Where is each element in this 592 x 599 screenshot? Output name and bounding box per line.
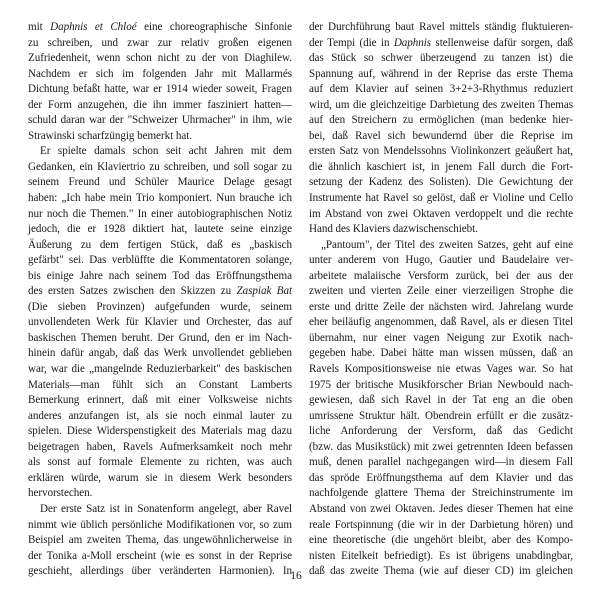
- text-line: unvollendeten Werk für Klavier und Orchester, das auf: [28, 316, 292, 329]
- text-line: setzung der Kadenz des Solisten). Die Gewichtung der: [309, 176, 573, 189]
- text-line: zweiten und vierten Zeile einer vierzeiligen Strophe die: [309, 285, 573, 298]
- text-line: erklären würde, warum sie in diesem Werk besonders: [28, 471, 292, 484]
- text-line: erste und dritte Zeile der nächsten wird. Jahrelang wurde: [309, 300, 573, 313]
- text-line: zu schreiben, und zwar zur relativ großen eigenen: [28, 36, 292, 49]
- text-line: schuld daran war der "Schweizer Uhrmacher" in ihm, wie: [28, 114, 292, 127]
- text-line: unter anderem von Hugo, Gautier und Baudelaire ver-: [309, 254, 573, 267]
- text-line: Gedanken, ein Klaviertrio zu schreiben, und soll sogar zu: [28, 160, 292, 173]
- text-line: umrissene Struktur hält. Obendrein erfüllt er die zusätz-: [309, 409, 573, 422]
- text-line: Hand des Klaviers dazwischenschiebt.: [309, 223, 478, 236]
- text-line: auf dem Klavier auf seinen 3+2+3-Rhythmus reduziert: [309, 83, 573, 96]
- text-line: (bzw. das Musikstück) mit zwei getrennten Ideen befassen: [309, 440, 573, 453]
- text-line: Äußerung zu dem fertigen Stück, daß es „baskisch: [28, 238, 292, 251]
- text-line: nur noch die Themen." In einer autobiographischen Notiz: [28, 207, 292, 220]
- text-line: seinem Freund und Schüler Maurice Delage gesagt: [28, 176, 292, 189]
- text-line: nimmt wie üblich persönliche Modifikationen vor, so zum: [28, 518, 292, 531]
- text-line: Nachdem er sich im folgenden Jahr mit Mallarmés: [28, 67, 292, 80]
- text-line: anderes anzufangen ist, als sie noch einmal lauter zu: [28, 409, 292, 422]
- text-line: das Stück so schwer überzeugend zu tanzen ist) die: [309, 52, 573, 65]
- text-line: übernahm, nur einer vagen Neigung zur Exotik nach-: [309, 331, 573, 344]
- text-line: gefärbt" sei. Das verblüffte die Kommentatoren solange,: [28, 254, 292, 267]
- text-line: baskischen Themen beruht. Der Grund, den er im Nach-: [28, 331, 292, 344]
- text-line: mit Daphnis et Chloé eine choreographische Sinfonie: [28, 21, 292, 33]
- page-number: 16: [290, 570, 302, 582]
- text-line: der Tonika a-Moll erscheint (wie es sonst in der Reprise: [28, 549, 292, 562]
- text-line: Beispiel am zweiten Thema, das ungewöhnlicherweise in: [28, 534, 292, 547]
- text-line: 1975 der britische Musikforscher Brian Newbould nach-: [309, 378, 573, 391]
- text-line: Er spielte damals schon seit acht Jahren mit dem: [40, 145, 292, 158]
- text-line: geschieht, allerdings über veränderten Harmonien). In: [28, 565, 292, 578]
- text-line: Ravels Kompositionsweise nie etwas Vages war. So hat: [309, 363, 573, 376]
- text-line: des ersten Satzes zwischen den Skizzen zu Zaspiak Bat: [28, 285, 292, 298]
- text-line: liche Anforderung der Versform, daß das Gedicht: [309, 425, 573, 438]
- text-line: nachfolgende glattere Thema der Streichinstrumente im: [309, 487, 573, 500]
- text-line: reale Fortspinnung (die wir in der Darbietung hören) und: [309, 518, 573, 531]
- text-line: der Tempi (die in Daphnis stellenweise dafür sorgen, daß: [309, 36, 573, 49]
- text-line: hervorstechen.: [28, 487, 93, 500]
- left-text-column: [28, 20, 292, 580]
- text-line: Dichtung befaßt hatte, war er 1914 wieder soweit, Fragen: [28, 83, 292, 96]
- text-line: bei, daß Ravel sich bewundernd über die Reprise im: [309, 129, 573, 142]
- text-line: hinein dafür angab, daß das Werk unvollendet geblieben: [28, 347, 292, 360]
- text-line: Strawinski scharfzüngig bemerkt hat.: [28, 129, 192, 142]
- right-text-column: [309, 20, 573, 580]
- text-line: bis einige Jahre nach seinem Tod das Eröffnungsthema: [28, 269, 292, 282]
- text-line: wird, um die gleichzeitige Darbietung des zweiten Themas: [309, 98, 573, 111]
- text-line: Bemerkung erinnert, daß mit einer Volksweise nichts: [28, 394, 292, 407]
- text-line: daß das zweite Thema (wie auf dieser CD) im gleichen: [309, 565, 573, 578]
- text-line: Instrumente hat Ravel so gelöst, daß er Violine und Cello: [309, 192, 573, 205]
- text-line: jedoch, die er 1928 diktiert hat, lautete seine einzige: [28, 223, 292, 236]
- text-line: beigetragen haben, Ravels Aufmerksamkeit noch mehr: [28, 440, 292, 453]
- text-line: im Abstand von zwei Oktaven verdoppelt und die rechte: [309, 207, 573, 220]
- text-line: ersten Satz von Mendelssohns Violinkonzert geäußert hat,: [309, 145, 573, 158]
- text-line: als sonst auf formale Elemente zu richten, was auch: [28, 456, 292, 469]
- text-line: Materials—man fühlt sich an Constant Lamberts: [28, 378, 292, 391]
- text-line: eher beiläufig angenommen, daß Ravel, als er diesen Titel: [309, 316, 573, 329]
- text-line: gegeben habe. Dabei hätte man wissen müssen, daß an: [309, 347, 573, 360]
- text-line: der Form anzugehen, die ihn immer fasziniert hatten—: [28, 98, 292, 111]
- text-line: Spannung auf, während in der Reprise das erste Thema: [309, 67, 573, 80]
- text-line: Zufriedenheit, wenn schon nicht zu der von Diaghilew.: [28, 52, 292, 65]
- text-line: die ähnlich kaschiert ist, in jenem Fall durch die Fort-: [309, 160, 573, 173]
- text-line: das spröde Eröffnungsthema auf dem Klavier und das: [309, 471, 573, 484]
- text-line: (Die sieben Provinzen) aufgefunden wurde, seinem: [28, 300, 292, 313]
- text-line: gewiesen, daß sich Ravel in der Tat eng an die oben: [309, 394, 573, 407]
- text-line: auf den Streichern zu ermöglichen (man bedenke hier-: [309, 114, 573, 127]
- text-line: Abstand von zwei Oktaven. Jedes dieser Themen hat eine: [309, 502, 573, 515]
- text-line: spielen. Diese Widerspenstigkeit des Materials mag dazu: [28, 425, 292, 438]
- text-line: eine theoretische (die ungehört bleibt, aber des Kompo-: [309, 534, 573, 547]
- text-line: arbeitete malaiische Versform zurück, bei der aus der: [309, 269, 573, 282]
- text-line: muß, denen parallel nachgegangen wird—in diesem Fall: [309, 456, 573, 469]
- text-line: der Durchführung baut Ravel mittels ständig fluktuieren-: [309, 21, 573, 33]
- text-line: nisten Eitelkeit befriedigt). Es ist übrigens unabdingbar,: [309, 549, 573, 562]
- text-line: Der erste Satz ist in Sonatenform angelegt, aber Ravel: [40, 502, 292, 515]
- text-line: haben: „Ich habe mein Trio komponiert. Nun brauche ich: [28, 192, 292, 205]
- text-line: war, war die „mangelnde Reduzierbarkeit" des baskischen: [28, 363, 292, 376]
- text-line: „Pantoum", der Titel des zweiten Satzes, geht auf eine: [321, 238, 573, 251]
